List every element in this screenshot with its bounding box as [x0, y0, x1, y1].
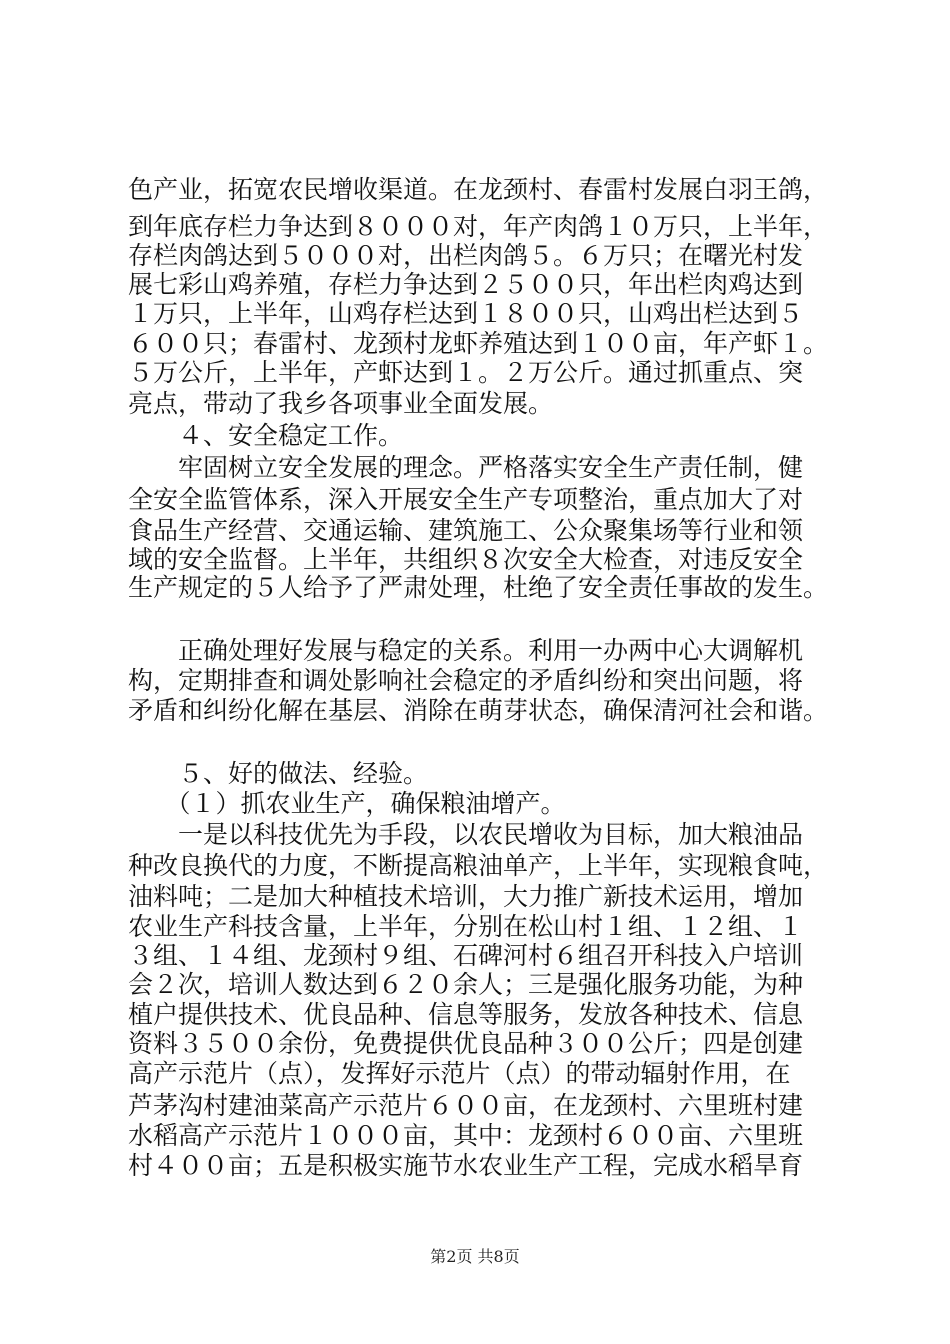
- text-line: 到年底存栏力争达到８０００对，年产肉鸽１０万只，上半年，: [128, 212, 829, 241]
- text-line: 一是以科技优先为手段，以农民增收为目标，加大粮油品: [128, 820, 804, 849]
- text-line: 村４００亩；五是积极实施节水农业生产工程，完成水稻旱育: [128, 1151, 804, 1180]
- text-line: 亮点，带动了我乡各项事业全面发展。: [128, 389, 554, 418]
- page-number: 第2页 共8页: [430, 1247, 520, 1266]
- text-line: 会２次，培训人数达到６２０余人；三是强化服务功能，为种: [128, 970, 804, 999]
- text-line: 矛盾和纠纷化解在基层、消除在萌芽状态，确保清河社会和谐。: [128, 696, 829, 725]
- text-line: ５万公斤，上半年，产虾达到１。２万公斤。通过抓重点、突: [128, 358, 804, 387]
- text-line: 种改良换代的力度，不断提高粮油单产，上半年，实现粮食吨，: [128, 851, 829, 880]
- text-line: 芦茅沟村建油菜高产示范片６００亩，在龙颈村、六里班村建: [128, 1091, 804, 1120]
- text-line: １万只，上半年，山鸡存栏达到１８００只，山鸡出栏达到５: [128, 299, 804, 328]
- text-line: 资料３５００余份，免费提供优良品种３００公斤；四是创建: [128, 1029, 804, 1058]
- text-line: 色产业，拓宽农民增收渠道。在龙颈村、春雷村发展白羽王鸽，: [128, 175, 829, 204]
- text-line: 食品生产经营、交通运输、建筑施工、公众聚集场等行业和领: [128, 516, 804, 545]
- text-line: 构，定期排查和调处影响社会稳定的矛盾纠纷和突出问题，将: [128, 666, 804, 695]
- text-line: 存栏肉鸽达到５０００对，出栏肉鸽５。６万只；在曙光村发: [128, 241, 804, 270]
- text-line: 油料吨；二是加大种植技术培训，大力推广新技术运用，增加: [128, 882, 804, 911]
- text-line: 农业生产科技含量，上半年，分别在松山村１组、１２组、１: [128, 912, 804, 941]
- text-line: ６００只；春雷村、龙颈村龙虾养殖达到１００亩，年产虾１。: [128, 329, 829, 358]
- sub-heading: （１）抓农业生产，确保粮油增产。: [128, 789, 566, 818]
- section-heading: ４、安全稳定工作。: [128, 421, 404, 450]
- text-line: 植户提供技术、优良品种、信息等服务，发放各种技术、信息: [128, 1000, 804, 1029]
- text-line: 展七彩山鸡养殖，存栏力争达到２５００只，年出栏肉鸡达到: [128, 270, 804, 299]
- text-line: 高产示范片（点），发挥好示范片（点）的带动辐射作用，在: [128, 1059, 791, 1088]
- text-line: 牢固树立安全发展的理念。严格落实安全生产责任制，健: [128, 453, 804, 482]
- section-heading: ５、好的做法、经验。: [128, 759, 429, 788]
- text-line: 正确处理好发展与稳定的关系。利用一办两中心大调解机: [128, 636, 804, 665]
- text-line: 生产规定的５人给予了严肃处理，杜绝了安全责任事故的发生。: [128, 573, 829, 602]
- text-line: ３组、１４组、龙颈村９组、石碑河村６组召开科技入户培训: [128, 941, 804, 970]
- text-line: 全安全监管体系，深入开展安全生产专项整治，重点加大了对: [128, 485, 804, 514]
- text-line: 水稻高产示范片１０００亩，其中：龙颈村６００亩、六里班: [128, 1121, 804, 1150]
- text-line: 域的安全监督。上半年，共组织８次安全大检查，对违反安全: [128, 545, 804, 574]
